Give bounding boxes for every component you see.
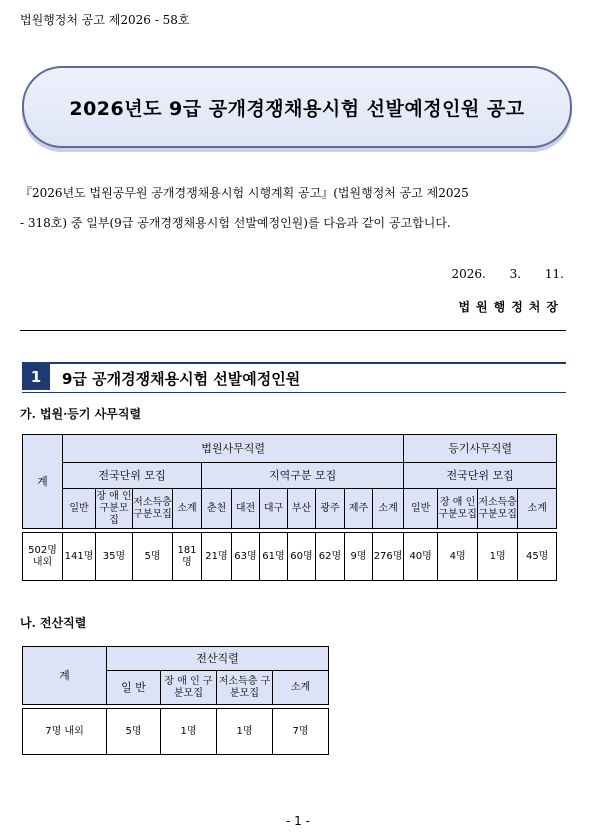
table-cell: 62명 <box>316 533 345 581</box>
col-header: 소계 <box>273 671 329 705</box>
col-header: 춘천 <box>202 489 232 529</box>
table-cell: 5명 <box>107 709 161 755</box>
subsection-b-title: 나. 전산직렬 <box>20 616 87 630</box>
table-cell: 4명 <box>438 533 478 581</box>
header-registry-clerk: 등기사무직렬 <box>404 435 557 463</box>
header-national: 전국단위 모집 <box>63 463 202 489</box>
table-cell: 35명 <box>96 533 133 581</box>
table-cell: 9명 <box>345 533 373 581</box>
col-header: 장 애 인 구분모집 <box>438 489 478 529</box>
col-header: 일반 <box>63 489 96 529</box>
table-cell: 181명 <box>173 533 202 581</box>
col-header: 제주 <box>345 489 373 529</box>
table-cell: 61명 <box>260 533 288 581</box>
col-header: 장 애 인 구분모집 <box>161 671 217 705</box>
table-cell: 5명 <box>133 533 173 581</box>
col-header: 대전 <box>232 489 260 529</box>
table-cell: 7명 <box>273 709 329 755</box>
col-header: 대구 <box>260 489 288 529</box>
intro-line-1: 『2026년도 법원공무원 공개경쟁채용시험 시행계획 공고』(법원행정처 공고 제2025 <box>20 186 469 200</box>
table-cell: 21명 <box>202 533 232 581</box>
section-title: 9급 공개경쟁채용시험 선발예정인원 <box>62 370 301 388</box>
table-cell: 60명 <box>288 533 316 581</box>
subsection-a-title: 가. 법원·등기 사무직렬 <box>20 407 142 421</box>
header-registry-national: 전국단위 모집 <box>404 463 557 489</box>
table-court-registry <box>22 434 557 581</box>
col-header: 장 애 인 구분모집 <box>96 489 133 529</box>
col-header: 저소득층 구분모집 <box>133 489 173 529</box>
col-header: 부산 <box>288 489 316 529</box>
table-computing <box>22 646 329 755</box>
table-cell: 40명 <box>404 533 438 581</box>
col-header: 저소득층 구분모집 <box>478 489 518 529</box>
page-number: - 1 - <box>286 814 310 828</box>
col-header: 일 반 <box>107 671 161 705</box>
table-cell: 45명 <box>518 533 557 581</box>
table-cell: 276명 <box>373 533 404 581</box>
col-header: 저소득층 구분모집 <box>217 671 273 705</box>
header-computing: 전산직렬 <box>107 647 329 671</box>
header-total: 계 <box>23 435 63 529</box>
col-header: 소계 <box>173 489 202 529</box>
header-regional: 지역구분 모집 <box>202 463 404 489</box>
col-header: 광주 <box>316 489 345 529</box>
table-cell: 502명 내외 <box>23 533 63 581</box>
divider <box>20 330 566 331</box>
announcement-date: 2026. 3. 11. <box>451 267 564 281</box>
document-number: 법원행정처 공고 제2026 - 58호 <box>20 13 190 27</box>
col-header: 일반 <box>404 489 438 529</box>
table-cell: 1명 <box>217 709 273 755</box>
table-cell: 63명 <box>232 533 260 581</box>
title-banner <box>22 66 572 148</box>
page-title: 2026년도 9급 공개경쟁채용시험 선발예정인원 공고 <box>69 97 525 120</box>
header-total: 계 <box>23 647 107 705</box>
intro-line-2: - 318호) 중 일부(9급 공개경쟁채용시험 선발예정인원)를 다음과 같이 공고합니다. <box>20 216 451 230</box>
header-court-clerk: 법원사무직렬 <box>63 435 404 463</box>
table-cell: 141명 <box>63 533 96 581</box>
section-number: 1 <box>22 364 50 390</box>
intro-paragraph <box>20 178 570 238</box>
table-cell: 7명 내외 <box>23 709 107 755</box>
table-cell: 1명 <box>478 533 518 581</box>
col-header: 소계 <box>518 489 557 529</box>
issuing-agency: 법원행정처장 <box>458 300 564 314</box>
col-header: 소계 <box>373 489 404 529</box>
table-cell: 1명 <box>161 709 217 755</box>
